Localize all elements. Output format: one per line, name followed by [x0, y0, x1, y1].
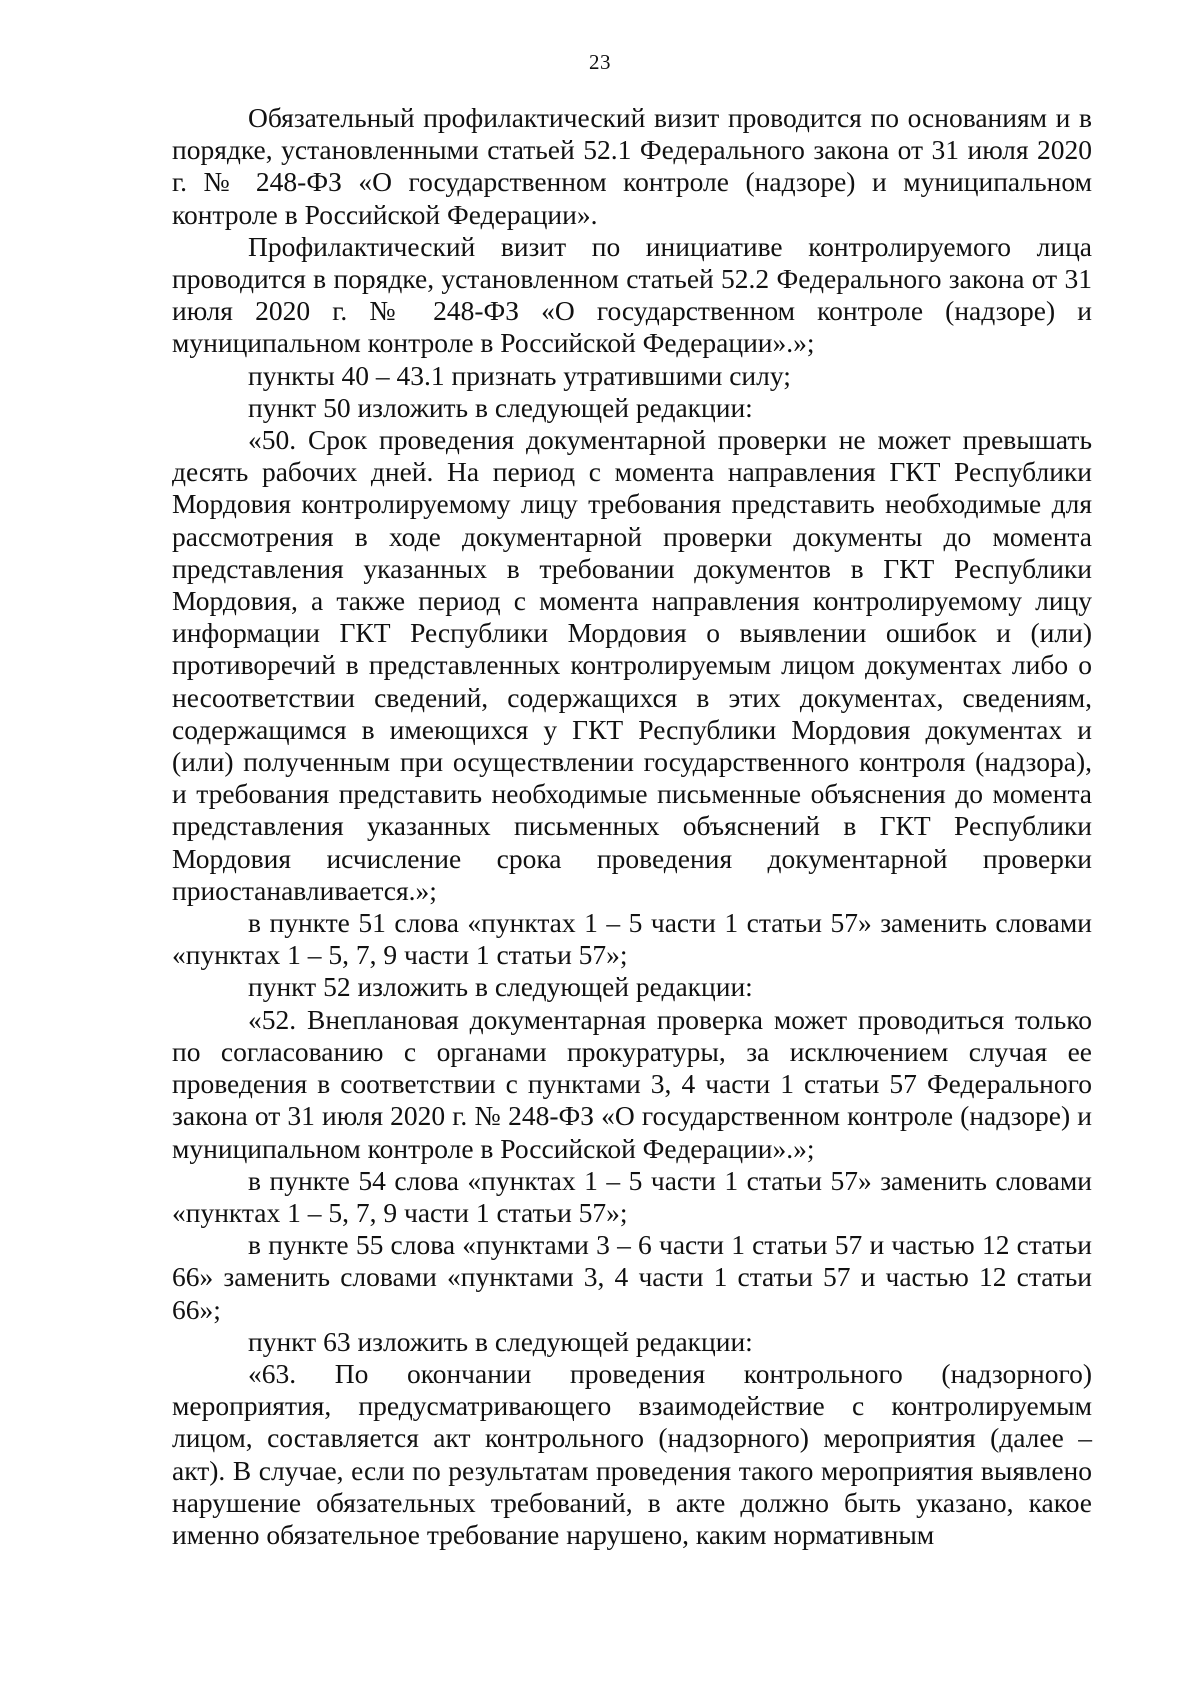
paragraph-preventive-visit-initiative: Профилактический визит по инициативе контролируемого лица проводится в порядке, установленном статьей 52.2 Федерального закона от 31 июля 2020 г. № 248-ФЗ «О государственном контроле (надзоре) и муниципальном контроле в Российской Федерации».»; — [172, 230, 1092, 359]
paragraph-item-52-intro: пункт 52 изложить в следующей редакции: — [248, 971, 753, 1003]
page-number: 23 — [589, 50, 611, 74]
paragraph-items-40-43-repealed: пункты 40 – 43.1 признать утратившими силу; — [248, 359, 791, 391]
paragraph-item-50-intro: пункт 50 изложить в следующей редакции: — [248, 391, 753, 423]
paragraph-item-63-text: «63. По окончании проведения контрольного (надзорного) мероприятия, предусматривающего взаимодействие с контролируемым лицом, составляется акт контрольного (надзорного) мероприятия (далее – акт). В случае, если по результатам проведения такого мероприятия выявлено нарушение обязательных требований, в акте должно быть указано, какое именно обязательное требование нарушено, каким нормативным — [172, 1357, 1092, 1550]
paragraph-item-55-amendment: в пункте 55 слова «пунктами 3 – 6 части 1 статьи 57 и частью 12 статьи 66» заменить словами «пунктами 3, 4 части 1 статьи 57 и частью 12 статьи 66»; — [172, 1229, 1092, 1325]
paragraph-item-52-text: «52. Внеплановая документарная проверка может проводиться только по согласованию с органами прокуратуры, за исключением случая ее проведения в соответствии с пунктами 3, 4 части 1 статьи 57 Федерального закона от 31 июля 2020 г. № 248-ФЗ «О государственном контроле (надзоре) и муниципальном контроле в Российской Федерации».»; — [172, 1003, 1092, 1164]
paragraph-item-50-text: «50. Срок проведения документарной проверки не может превышать десять рабочих дней. На период с момента направления ГКТ Республики Мордовия контролируемому лицу требования представить необходимые для рассмотрения в ходе документарной проверки документы до момента представления указанных в требовании документов в ГКТ Республики Мордовия, а также период с момента направления контролируемому лицу информации ГКТ Республики Мордовия о выявлении ошибок и (или) противоречий в представленных контролируемым лицом документах либо о несоответствии сведений, содержащихся в этих документах, сведениям, содержащимся в имеющихся у ГКТ Республики Мордовия документах и (или) полученным при осуществлении государственного контроля (надзора), и требования представить необходимые письменные объяснения до момента представления указанных письменных объяснений в ГКТ Республики Мордовия исчисление срока проведения документарной проверки приостанавливается.»; — [172, 424, 1092, 906]
paragraph-preventive-visit-mandatory: Обязательный профилактический визит проводится по основаниям и в порядке, установленными статьей 52.1 Федерального закона от 31 июля 2020 г. № 248-ФЗ «О государственном контроле (надзоре) и муниципальном контроле в Российской Федерации». — [172, 102, 1092, 230]
document-body — [172, 102, 1092, 1551]
paragraph-item-63-intro: пункт 63 изложить в следующей редакции: — [248, 1325, 753, 1357]
paragraph-item-54-amendment: в пункте 54 слова «пунктах 1 – 5 части 1 статьи 57» заменить словами «пунктах 1 – 5, 7, 9 части 1 статьи 57»; — [172, 1164, 1092, 1228]
paragraph-item-51-amendment: в пункте 51 слова «пунктах 1 – 5 части 1 статьи 57» заменить словами «пунктах 1 – 5, 7, 9 части 1 статьи 57»; — [172, 907, 1092, 971]
